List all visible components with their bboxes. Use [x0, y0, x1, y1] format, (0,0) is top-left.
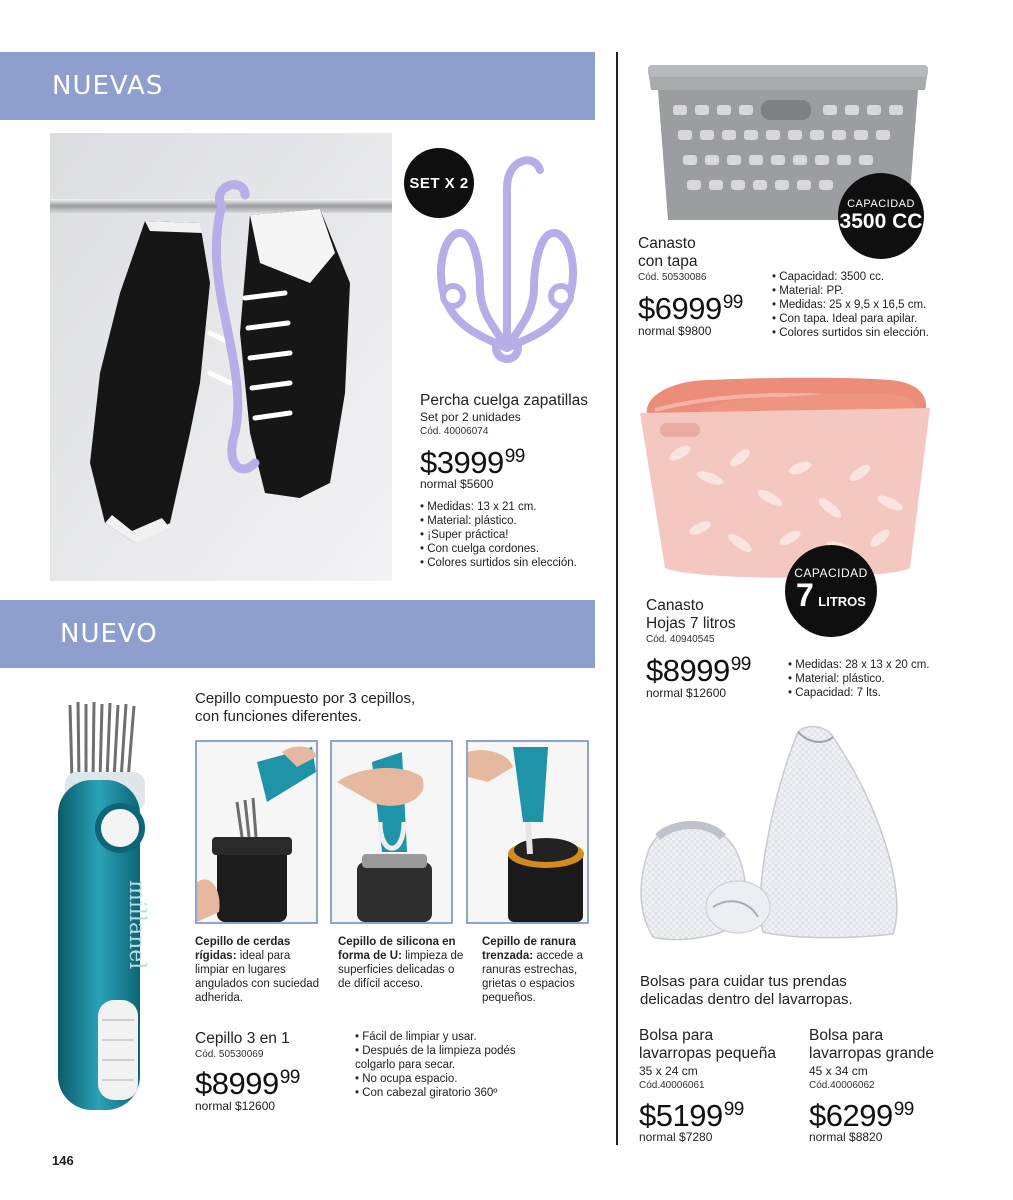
percha-photo	[50, 133, 392, 581]
feature-item: • Material: PP.	[772, 284, 929, 298]
section-band-nuevo	[0, 600, 595, 668]
caption-3	[482, 935, 594, 1005]
cepillo-features	[355, 1030, 555, 1100]
price-currency: $	[639, 1098, 656, 1133]
bolsa-grande-size: 45 x 34 cm	[809, 1064, 868, 1078]
percha-normal-price: normal $5600	[420, 477, 494, 491]
bolsa-pequena-code: Cód.40006061	[639, 1080, 705, 1091]
column-divider	[616, 52, 618, 1145]
feature-item: • No ocupa espacio.	[355, 1072, 555, 1086]
caption-bold: Cepillo de cerdas rígidas:	[195, 936, 291, 962]
lid-cleaning-image	[468, 742, 587, 922]
name-line: con tapa	[638, 253, 698, 270]
bolsa-pequena-name	[639, 1027, 776, 1063]
feature-item: • Colores surtidos sin elección.	[772, 326, 929, 340]
caption-bold: Cepillo de ranura trenzada:	[482, 936, 576, 962]
bolsa-grande-normal-price: normal $8820	[809, 1130, 883, 1144]
price-cents: 99	[279, 1067, 300, 1088]
page-number: 146	[52, 1153, 74, 1168]
intro-line: Cepillo compuesto por 3 cepillos,	[195, 690, 416, 707]
cepillo-normal-price: normal $12600	[195, 1099, 276, 1113]
percha-price	[420, 440, 525, 480]
price-cents: 99	[730, 654, 751, 675]
price-int: 8999	[211, 1066, 279, 1101]
intro-line: delicadas dentro del lavarropas.	[640, 991, 853, 1008]
canasto-tapa-name	[638, 235, 697, 271]
badge-main: 3500 CC	[839, 210, 923, 233]
brush-product-image	[50, 700, 160, 1120]
price-int: 6299	[825, 1098, 893, 1133]
caption-bold: Cepillo de silicona en forma de U:	[338, 936, 456, 962]
feature-item: • Medidas: 25 x 9,5 x 16,5 cm.	[772, 298, 929, 312]
feature-item: • Fácil de limpiar y usar.	[355, 1030, 555, 1044]
feature-item: • Material: plástico.	[420, 514, 577, 528]
price-currency: $	[420, 445, 437, 480]
brush-use-thumb-3	[466, 740, 589, 924]
feature-item: • Medidas: 13 x 21 cm.	[420, 500, 577, 514]
brand-watermark: millanel	[124, 880, 149, 970]
intro-line: Bolsas para cuidar tus prendas	[640, 973, 847, 990]
percha-name: Percha cuelga zapatillas	[420, 392, 589, 409]
badge-unit: LITROS	[818, 593, 866, 609]
name-line: lavarropas pequeña	[639, 1045, 777, 1062]
badge-text: SET X 2	[409, 174, 469, 192]
laundry-bags-image	[638, 722, 903, 952]
badge-top: CAPACIDAD	[794, 565, 868, 580]
feature-item: • Material: plástico.	[788, 672, 929, 686]
caption-text: ideal para limpiar en lugares angulados con suciedad adherida.	[195, 950, 320, 1004]
caption-text: limpieza de superficies delicadas o de difícil acceso.	[338, 950, 464, 990]
canasto-hojas-code: Cód. 40940545	[646, 634, 715, 645]
badge-num: 7	[796, 576, 814, 613]
badge-main	[796, 576, 866, 617]
feature-item: • Después de la limpieza podés colgarlo para secar.	[355, 1044, 555, 1072]
brush-use-thumb-1	[195, 740, 318, 924]
canasto-hojas-name	[646, 597, 736, 633]
intro-line: con funciones diferentes.	[195, 708, 362, 725]
bolsa-pequena-normal-price: normal $7280	[639, 1130, 713, 1144]
hanger-product-image	[425, 148, 595, 363]
name-line: Canasto	[638, 235, 696, 252]
canasto-hojas-price	[646, 648, 751, 688]
price-int: 6999	[654, 291, 722, 326]
section-band-nuevas	[0, 52, 595, 120]
canasto-hojas-normal-price: normal $12600	[646, 686, 727, 700]
cepillo-code: Cód. 50530069	[195, 1049, 264, 1060]
price-currency: $	[195, 1066, 212, 1101]
name-line: lavarropas grande	[809, 1045, 934, 1062]
caption-2	[338, 935, 468, 991]
cepillo-intro	[195, 690, 415, 726]
price-currency: $	[809, 1098, 826, 1133]
section-title: NUEVAS	[52, 71, 164, 101]
badge-top: CAPACIDAD	[847, 198, 915, 210]
bolsa-pequena-size: 35 x 24 cm	[639, 1064, 698, 1078]
pink-basket-image	[640, 368, 930, 583]
price-int: 8999	[662, 653, 730, 688]
caption-1	[195, 935, 325, 1005]
sneakers-hanger-image	[50, 133, 392, 581]
cepillo-name: Cepillo 3 en 1	[195, 1030, 290, 1047]
feature-item: • Colores surtidos sin elección.	[420, 556, 577, 570]
caption-text: accede a ranuras estrechas, grietas o espacios pequeños.	[482, 950, 583, 1004]
name-line: Canasto	[646, 597, 704, 614]
bolsa-grande-price	[809, 1093, 914, 1133]
price-cents: 99	[722, 292, 743, 313]
price-cents: 99	[504, 446, 525, 467]
cepillo-price	[195, 1061, 300, 1101]
name-line: Bolsa para	[809, 1027, 884, 1044]
canasto-hojas-features	[788, 658, 929, 700]
feature-item: • Con tapa. Ideal para apilar.	[772, 312, 929, 326]
price-cents: 99	[893, 1099, 914, 1120]
bolsa-pequena-price	[639, 1093, 744, 1133]
price-currency: $	[638, 291, 655, 326]
feature-item: • Medidas: 28 x 13 x 20 cm.	[788, 658, 929, 672]
section-title: NUEVO	[60, 619, 158, 649]
price-currency: $	[646, 653, 663, 688]
brush-use-thumb-2	[330, 740, 453, 924]
feature-item: • Con cuelga cordones.	[420, 542, 577, 556]
canasto-tapa-code: Cód. 50530086	[638, 272, 707, 283]
canasto-tapa-features	[772, 270, 929, 340]
thermos-cleaning-image	[332, 742, 451, 922]
name-line: Bolsa para	[639, 1027, 714, 1044]
price-int: 3999	[436, 445, 504, 480]
bolsa-grande-code: Cód.40006062	[809, 1080, 875, 1091]
bolsas-intro	[640, 973, 853, 1009]
feature-item: • Capacidad: 7 lts.	[788, 686, 929, 700]
canasto-tapa-normal-price: normal $9800	[638, 324, 712, 338]
feature-item: • ¡Super práctica!	[420, 528, 577, 542]
capacity-badge-3500	[838, 173, 924, 259]
feature-item: • Con cabezal giratorio 360º	[355, 1086, 555, 1100]
canasto-tapa-price	[638, 286, 743, 326]
percha-features	[420, 500, 577, 570]
feature-item: • Capacidad: 3500 cc.	[772, 270, 929, 284]
percha-sub: Set por 2 unidades	[420, 410, 521, 424]
bolsa-grande-name	[809, 1027, 934, 1063]
capacity-badge-7l	[785, 545, 877, 637]
price-int: 5199	[655, 1098, 723, 1133]
percha-code: Cód. 40006074	[420, 426, 489, 437]
price-cents: 99	[723, 1099, 744, 1120]
bottle-cleaning-image	[197, 742, 316, 922]
name-line: Hojas 7 litros	[646, 615, 736, 632]
